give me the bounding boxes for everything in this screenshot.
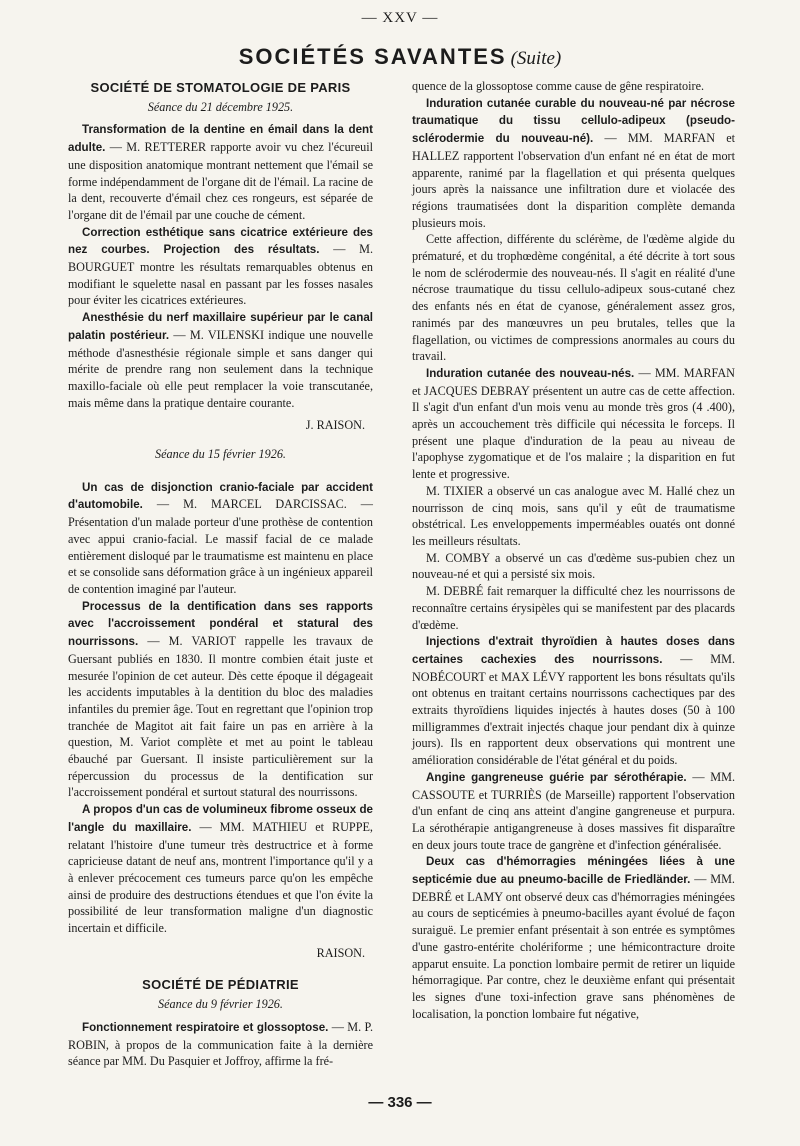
paragraph bbox=[68, 309, 373, 411]
paragraph-text: — M. MARCEL DARCISSAC. — Présentation d'un malade porteur d'une prothèse de contention avec appui cranio-facial. Le massif facial de ce malade entièrement disloqué par le traumatisme est maintenu en place et se consolide sans déformation grâce à un ingénieux appareil de contention imaginé par l'auteur. bbox=[68, 497, 373, 596]
left-column bbox=[68, 78, 373, 1070]
paragraph: M. TIXIER a observé un cas analogue avec M. Hallé chez un nourrisson de cinq mois, sans qu'il y eût de traumatisme obstétrical. Les enveloppements imperméables ouatés ont donné les meilleurs résultats. bbox=[412, 483, 735, 548]
paragraph bbox=[412, 633, 735, 769]
seance-date: Séance du 21 décembre 1925. bbox=[147, 99, 294, 114]
paragraph-title: Induration cutanée curable du nouveau-né par nécrose traumatique du tissu cellulo-adipeux (pseudo-sclérodermie du nouveau-né). bbox=[412, 96, 735, 146]
paragraph-title: Angine gangreneuse guérie par sérothérapie. bbox=[426, 770, 687, 784]
paragraph-title: A propos d'un cas de volumineux fibrome osseux de l'angle du maxillaire. bbox=[68, 803, 373, 834]
paragraph bbox=[68, 121, 373, 223]
header-suite: (Suite) bbox=[510, 48, 562, 69]
paragraph-text: — MM. MATHIEU et RUPPE, relatant l'histoire d'une tumeur très destructrice et à forme capricieuse datant de neuf ans, montrent l'importance qu'il y a à enlever précocement ces tumeurs parce qu'on les empêche ainsi de produire des destructions étendues et que l'on évite la possibilité de leur transformation maligne d'un diagnostic incertain et difficile. bbox=[68, 819, 373, 936]
paragraph bbox=[68, 1019, 373, 1070]
paragraph-title: Injections d'extrait thyroïdien à hautes doses dans certaines cachexies des nourrissons. bbox=[412, 635, 735, 666]
paragraph-text: — M. P. ROBIN, à propos de la communication faite à la dernière séance par MM. Du Pasquier et Joffroy, affirme la fré- bbox=[68, 1019, 373, 1069]
paragraph-text: — MM. MARFAN et JACQUES DEBRAY présentent un autre cas de cette affection. Il s'agit d'un enfant d'un mois venu au monde très gros (4 .400), après un accouchement très difficile qui nécessita le forceps. Il présent une plaque d'induration de la peau au niveau de l'apophyse zygomatique et de l'os malaire ; la disparition en fut lente et progressive. bbox=[412, 365, 735, 482]
paragraph-title: Processus de la dentification dans ses rapports avec l'accroissement pondéral et statural des nourrissons. bbox=[68, 599, 373, 649]
paragraph-title: Fonctionnement respiratoire et glossoptose. bbox=[82, 1020, 329, 1034]
paragraph bbox=[68, 801, 373, 937]
paragraph-text: — M. BOURGUET montre les résultats remarquables obtenus en modifiant le squelette nasal en passant par les fosses nasales pour éviter les cicatrices extérieures. bbox=[68, 242, 373, 308]
paragraph bbox=[68, 598, 373, 801]
paragraph bbox=[68, 479, 373, 598]
paragraph-continuation: quence de la glossoptose comme cause de gêne respiratoire. bbox=[412, 79, 705, 93]
paragraph-title: Anesthésie du nerf maxillaire supérieur par le canal palatin postérieur. bbox=[68, 311, 373, 342]
paragraph-text: — MM. DEBRÉ et LAMY ont observé deux cas d'hémorragies méningées au cours de septicémies à pneumo-bacilles ayant évolué de façon suraiguë. Le premier enfant présentait à son entrée es symptômes d'une gastro-entérite cholériforme ; une hémicontracture droite apparut ensuite. La ponction lombaire permit de retirer un liquide hémorragique. Par contre, chez le deuxième enfant qui présentait les signes d'une toxi-infection grave sans phénomènes de localisation, la ponction lombaire fut négative, bbox=[412, 872, 735, 1021]
paragraph-text: — M. VILENSKI indique une nouvelle méthode d'asnesthésie régionale simple et sans danger qui mérite de prendre rang non seulement dans la technique maxillo-faciale où elle peut remplacer la voie transcutanée, mais même dans la pratique dentaire courante. bbox=[68, 327, 373, 410]
paragraph-text: — MM. MARFAN et HALLEZ rapportent l'observation d'un enfant né en état de mort apparente, ranimé par la flagellation et qui présenta quelques jours après la naissance une infiltration dure et violacée des régions traumatisées dont la disparition complète demanda plusieurs mois. bbox=[412, 131, 735, 230]
signature: RAISON. bbox=[316, 945, 365, 960]
paragraph bbox=[68, 224, 373, 310]
paragraph: M. COMBY a observé un cas d'œdème sus-pubien chez un nouveau-né et qui a persisté six mois. bbox=[412, 550, 735, 582]
page-header bbox=[0, 44, 800, 70]
paragraph bbox=[412, 365, 735, 483]
signature: J. RAISON. bbox=[305, 418, 365, 433]
paragraph bbox=[412, 769, 735, 854]
seance-date: Séance du 9 février 1926. bbox=[158, 997, 283, 1012]
paragraph-title: Correction esthétique sans cicatrice extérieure des nez courbes. Projection des résultats. bbox=[68, 225, 373, 257]
paragraph-title: Un cas de disjonction cranio-faciale par accident d'automobile. bbox=[68, 480, 373, 512]
section-title-pediatrie: SOCIÉTÉ DE PÉDIATRIE bbox=[142, 977, 299, 993]
paragraph-text: — M. VARIOT rappelle les travaux de Guersant publiés en 1830. Il montre combien était juste et mesurée l'opinion de cet auteur. Dès cette époque il dégageait les accidents imputables à la dentition du bloc des maladies infantiles du premier âge. Tout en regrettant que l'opinion trop tranchée de Magitot ait fait faire un pas en arrière à la question, M. Variot complète et met au point le tableau ébauché par Guersant. Il insiste particulièrement sur la répercussion du processus de la dentification sur l'accroissement pondéral et surtout statural des nourrissons. bbox=[68, 634, 373, 800]
paragraph: Cette affection, différente du sclérème, de l'œdème algide du prématuré, et du trophœdème congénital, a été décrite à tort sous le nom de sclérodermie des nouveau-nés. Il s'agit en réalité d'une nécrose traumatique du tissu cellulo-adipeux sous-cutané chez des enfants nés en état de cyanose, généralement assez gros, ranimés par des manœuvres un peu brutales, telles que la flagellation, ou victimes de compressions anormales au cours du travail. bbox=[412, 232, 735, 364]
paragraph-title: Deux cas d'hémorragies méningées liées à une septicémie due au pneumo-bacille de Friedländer. bbox=[412, 855, 735, 887]
seance-date: Séance du 15 février 1926. bbox=[155, 447, 286, 462]
section-title-stomatologie: SOCIÉTÉ DE STOMATOLOGIE DE PARIS bbox=[90, 80, 351, 95]
paragraph bbox=[412, 853, 735, 1022]
paragraph-title: Induration cutanée des nouveau-nés. bbox=[426, 366, 635, 380]
paragraph: M. DEBRÉ fait remarquer la difficulté chez les nourrissons de reconnaître certains érysipèles qui se manifestent par des placards d'œdème. bbox=[412, 584, 735, 632]
paragraph-text: — MM. CASSOUTE et TURRIÈS (de Marseille) rapportent l'observation d'un enfant de cinq ans atteint d'angine gangreneuse et purpura. La sérothérapie antigangreneuse à doses massives fit disparaître en deux jours toute trace de gangrène et d'infection généralisée. bbox=[412, 769, 735, 852]
paragraph-text: — MM. NOBÉCOURT et MAX LÉVY rapportent les bons résultats qu'ils ont obtenus en traitant certains nourrissons cachectiques par des extraits thyroïdiens liquides injectés à hautes doses (50 à 100 milligrammes d'extrait injectés chaque jour pendant dix à quinze jours). Ils en rapportent deux observations qui montrent une amélioration considérable de l'état général et du poids. bbox=[412, 651, 735, 768]
header-title: SOCIÉTÉS SAVANTES bbox=[238, 44, 507, 69]
paragraph bbox=[412, 95, 735, 232]
paragraph-text: — M. RETTERER rapporte avoir vu chez l'écureuil une disposition anatomique montrant nettement que l'émail se forme indépendamment de l'organe dit de l'émail. La racine de la dent, recouverte d'émail chez ces rongeurs, est séparée de l'organe dit de l'émail par une couche de cément. bbox=[68, 140, 373, 222]
page-number: — 336 — bbox=[368, 1094, 432, 1111]
paragraph-title: Transformation de la dentine en émail dans la dent adulte. bbox=[68, 123, 373, 155]
roman-page-number: — XXV — bbox=[361, 10, 439, 26]
right-column bbox=[412, 78, 735, 1022]
